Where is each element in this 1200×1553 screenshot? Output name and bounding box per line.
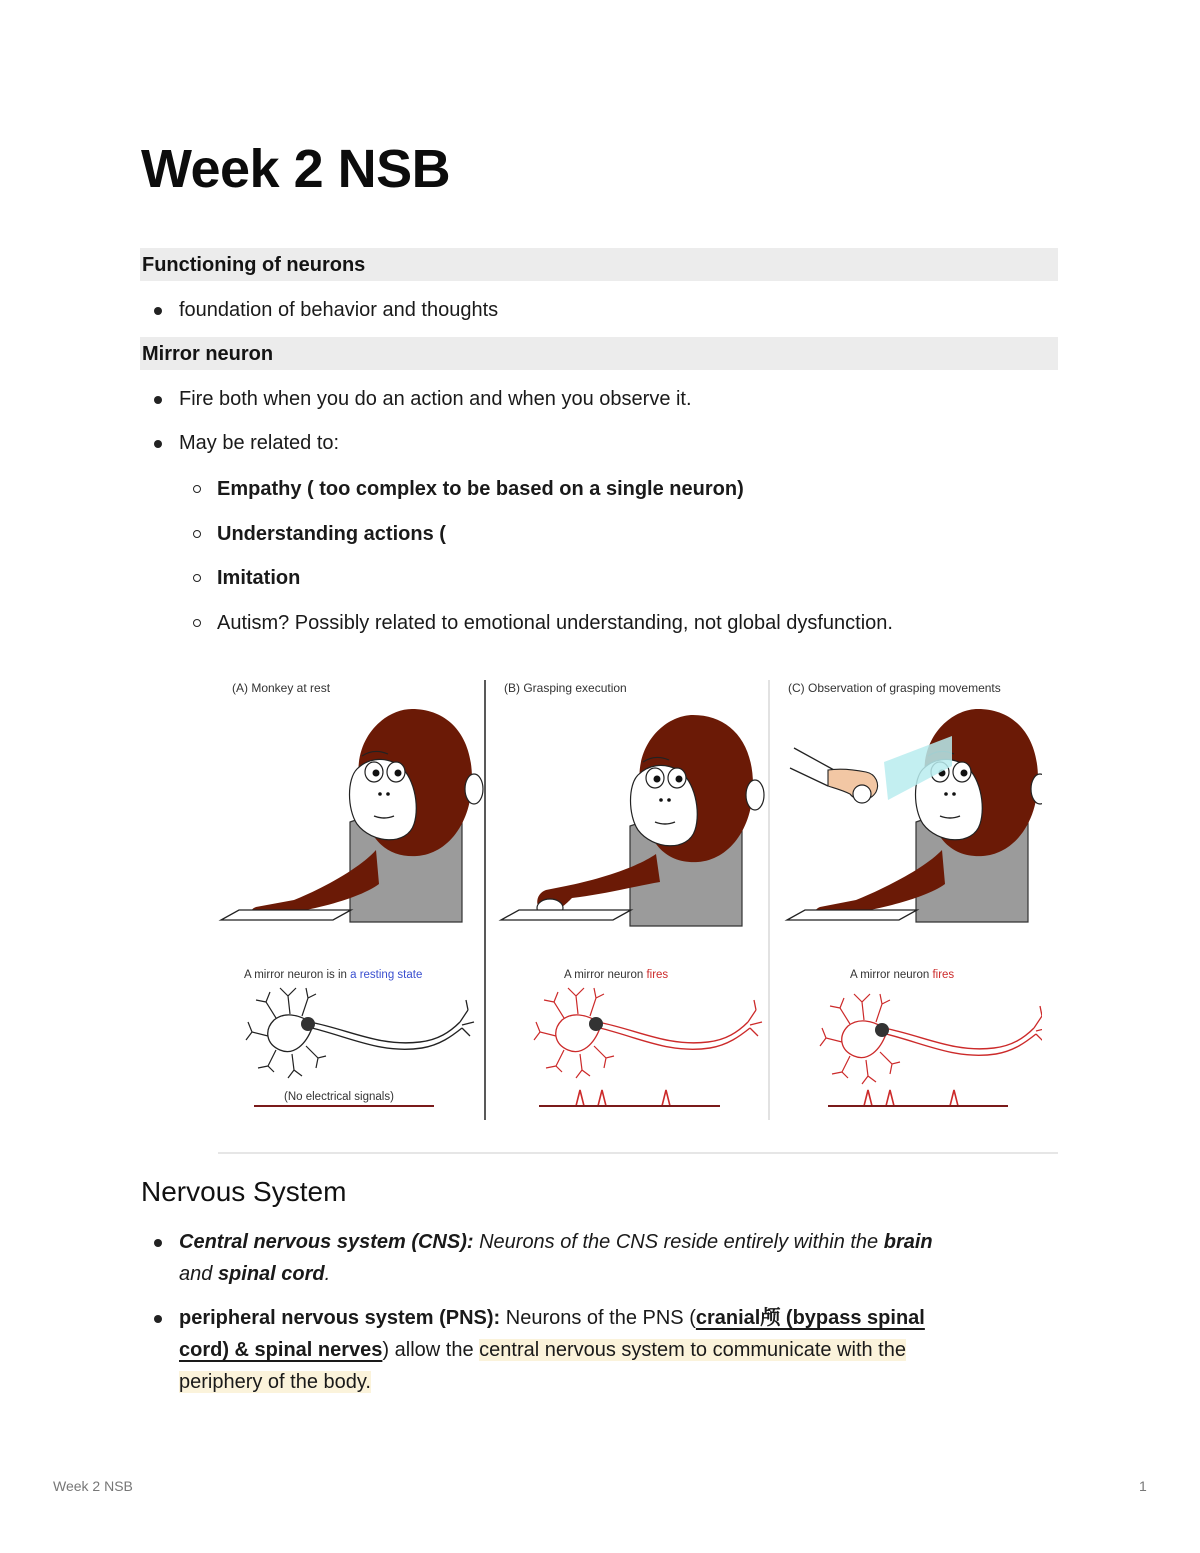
sub-list-item-text: Imitation — [217, 567, 301, 589]
footer-title: Week 2 NSB — [53, 1478, 133, 1494]
page-number: 1 — [1139, 1478, 1147, 1494]
highlighted-text: central nervous system to communicate with the — [479, 1339, 906, 1361]
panel-b-caption: A mirror neuron fires — [564, 969, 669, 981]
panel-b — [501, 681, 764, 1106]
divider — [218, 1152, 1058, 1154]
sub-list-item — [217, 473, 744, 505]
section-heading-functioning: Functioning of neurons — [140, 248, 1058, 281]
pns-term: peripheral nervous system (PNS): — [179, 1307, 501, 1329]
sub-list-item — [217, 607, 893, 639]
bullet-icon — [154, 396, 162, 404]
bullet-icon — [154, 1315, 162, 1323]
highlighted-text: periphery of the body. — [179, 1371, 371, 1393]
hollow-bullet-icon — [193, 530, 201, 538]
section-heading-nervous-system: Nervous System — [141, 1176, 347, 1207]
panel-b-label: (B) Grasping execution — [504, 681, 627, 695]
panel-c — [787, 681, 1042, 1106]
page-title: Week 2 NSB — [141, 139, 451, 199]
list-item: Central nervous system (CNS): Neurons of the CNS reside entirely within the brain and spinal cord. — [179, 1226, 1039, 1290]
list-item-text: Fire both when you do an action and when you observe it. — [179, 388, 692, 410]
panel-a-caption: A mirror neuron is in a resting state — [244, 969, 423, 981]
cranial-nerves-text: cranial颅 (bypass spinal — [695, 1307, 925, 1329]
panel-a-label: (A) Monkey at rest — [232, 681, 331, 695]
bullet-icon — [154, 440, 162, 448]
list-item — [179, 383, 692, 415]
panel-a-signal-label: (No electrical signals) — [284, 1091, 394, 1103]
firing-neuron-icon — [534, 988, 762, 1078]
hollow-bullet-icon — [193, 485, 201, 493]
sub-list-item — [217, 562, 300, 594]
list-item-text: foundation of behavior and thoughts — [179, 299, 499, 321]
cns-term: Central nervous system (CNS): — [179, 1231, 474, 1253]
sub-list-item — [217, 518, 446, 550]
hollow-bullet-icon — [193, 619, 201, 627]
panel-c-label: (C) Observation of grasping movements — [788, 681, 1001, 695]
firing-neuron-icon — [820, 994, 1042, 1084]
resting-neuron-icon — [246, 988, 474, 1078]
mirror-neuron-figure — [216, 672, 1042, 1124]
sub-list-item-text: Understanding actions ( — [217, 523, 446, 545]
panel-a — [221, 681, 483, 1106]
list-item: peripheral nervous system (PNS): Neurons of the PNS (cranial颅 (bypass spinal cord) & spinal nerves) allow the central nervous system to communicate with the periphery of the body. — [179, 1302, 1039, 1398]
hollow-bullet-icon — [193, 574, 201, 582]
section-heading-mirror: Mirror neuron — [140, 337, 1058, 370]
list-item — [179, 294, 498, 326]
bullet-icon — [154, 307, 162, 315]
list-item — [179, 427, 339, 459]
bullet-icon — [154, 1239, 162, 1247]
sub-list-item-text: Autism? Possibly related to emotional understanding, not global dysfunction. — [217, 612, 893, 634]
panel-c-caption: A mirror neuron fires — [850, 969, 955, 981]
sub-list-item-text: Empathy ( too complex to be based on a single neuron) — [217, 478, 744, 500]
list-item-text: May be related to: — [179, 432, 340, 454]
